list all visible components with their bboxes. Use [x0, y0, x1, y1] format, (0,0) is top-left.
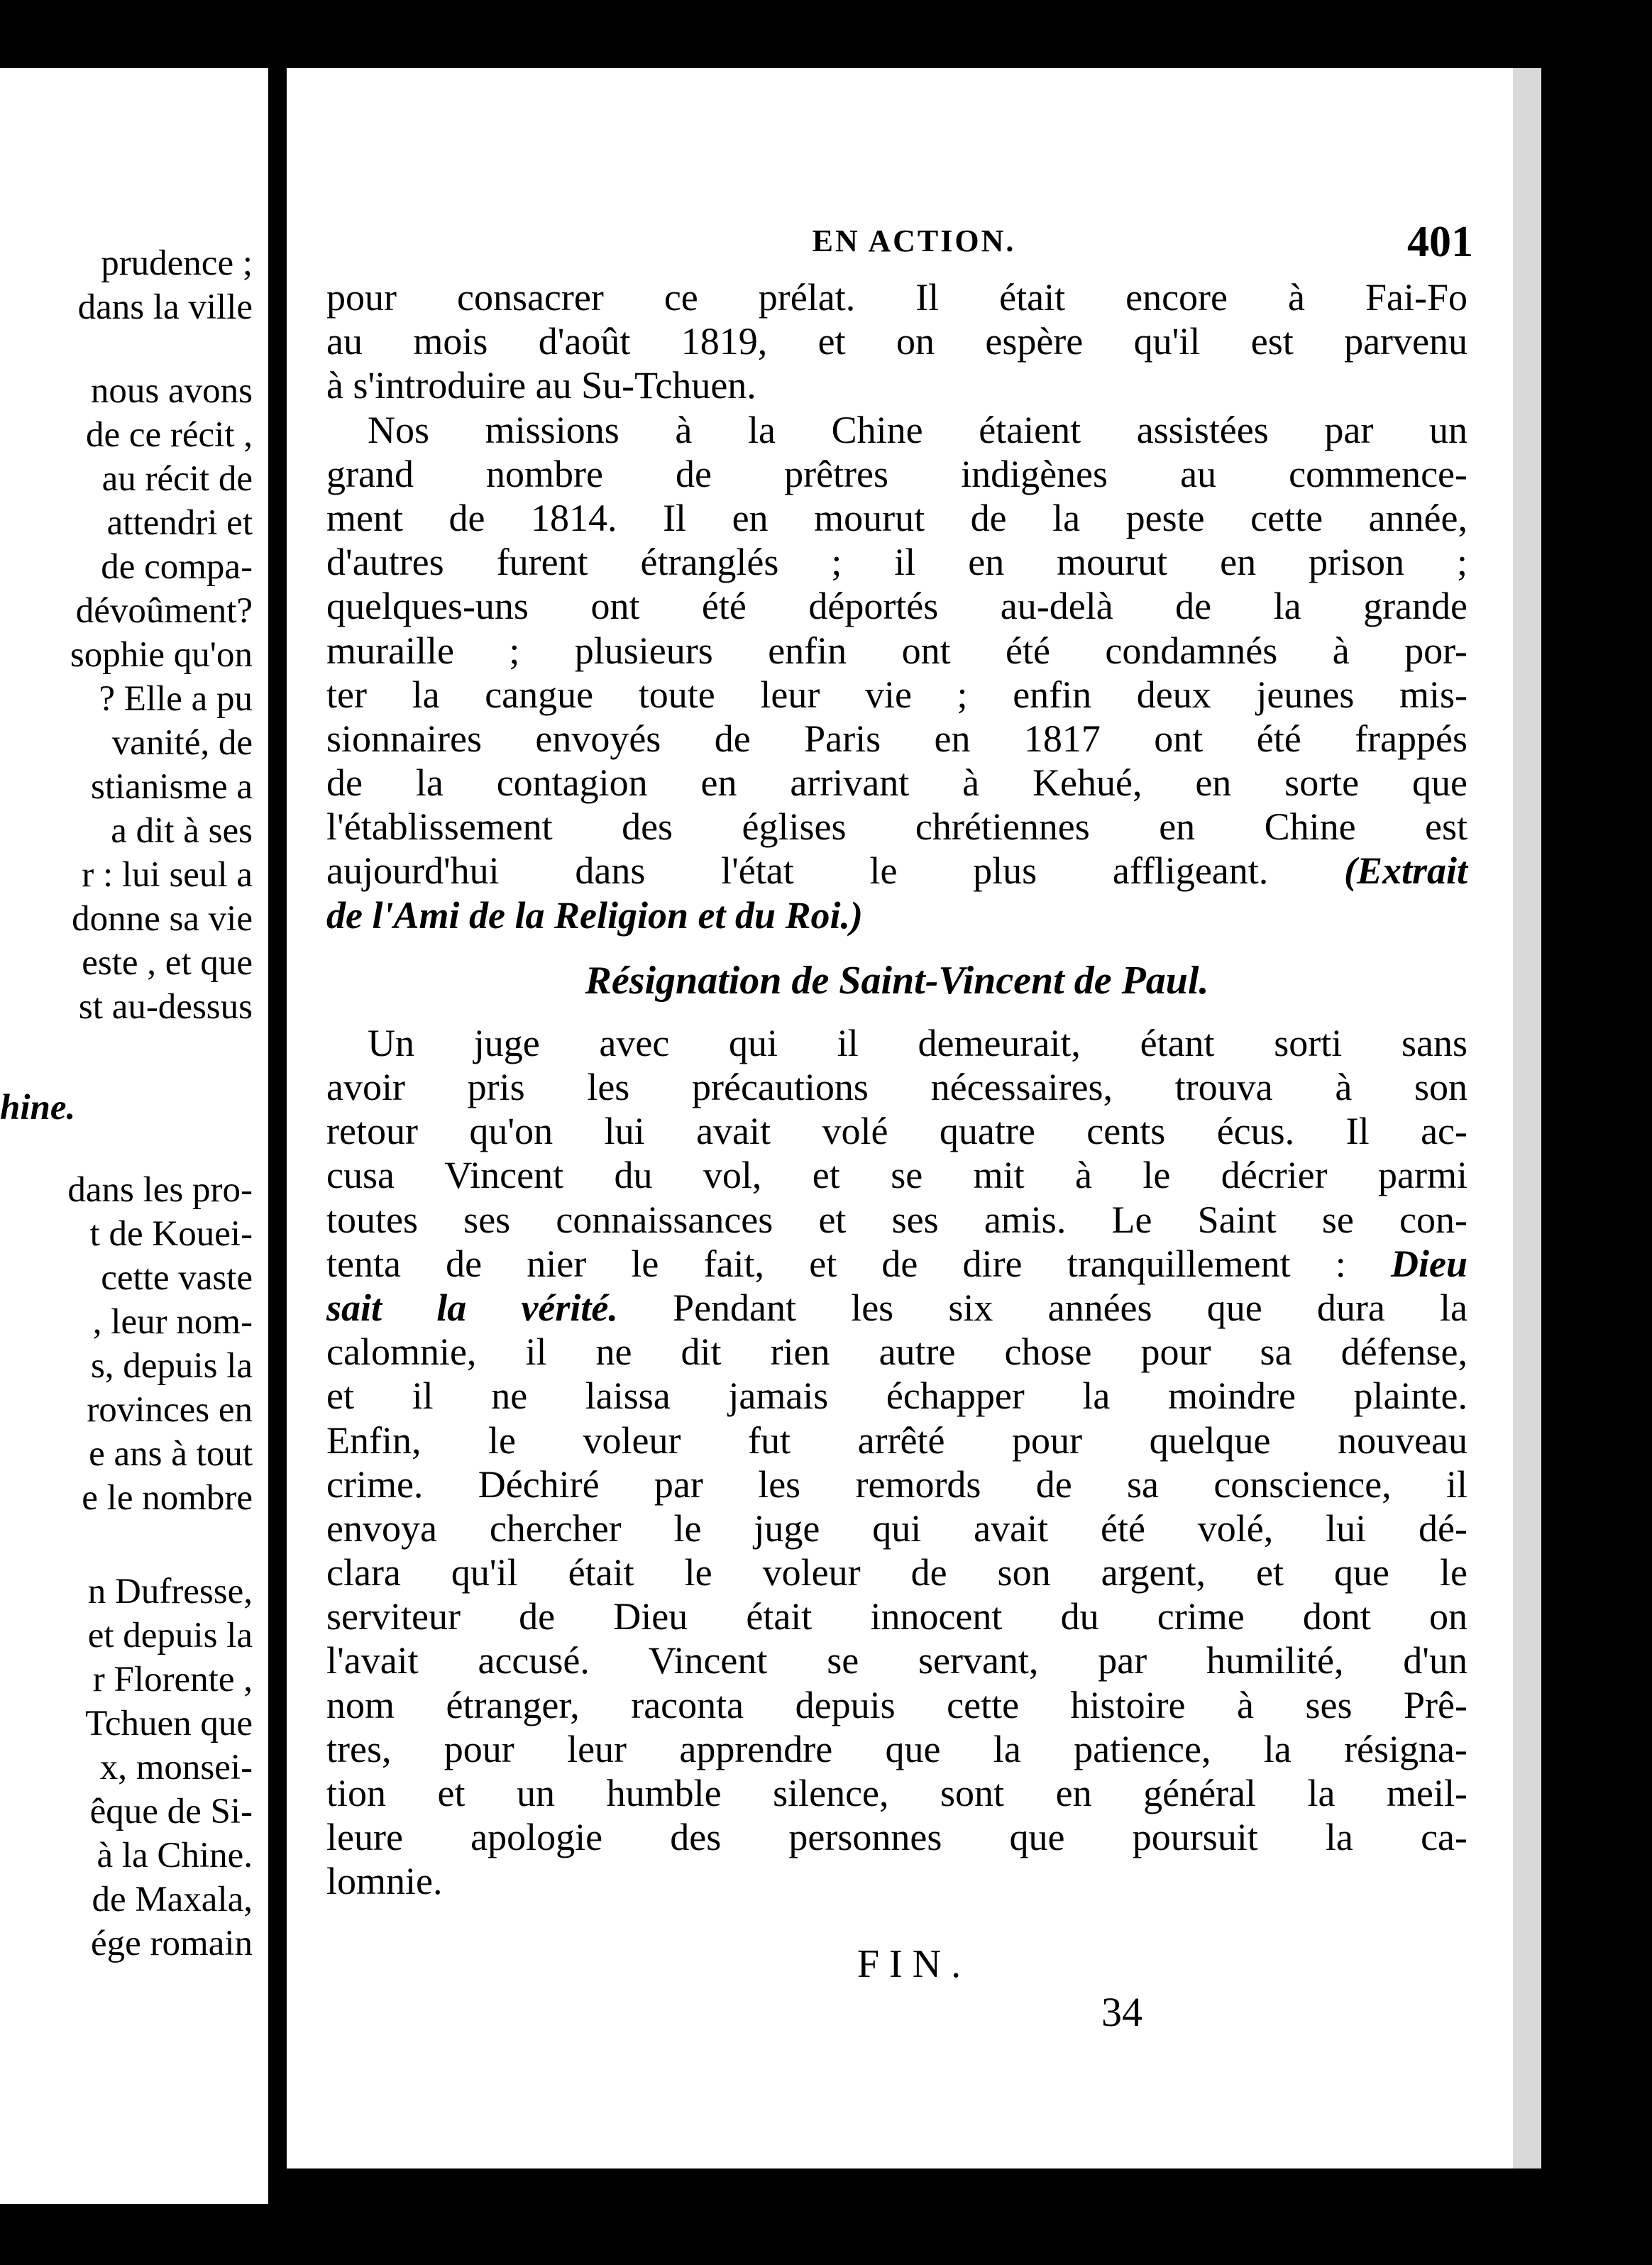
- text-line: toutes ses connaissances et ses amis. Le Saint se con-: [326, 1198, 1467, 1241]
- quote: sait la vérité.: [326, 1286, 618, 1329]
- left-line: r : lui seul a: [82, 855, 253, 895]
- quote: Dieu: [1391, 1242, 1468, 1285]
- fin-mark: FIN.: [857, 1942, 971, 1986]
- left-line: de Maxala,: [92, 1880, 253, 1919]
- text-line: grand nombre de prêtres indigènes au commence-: [326, 452, 1467, 495]
- text-line: leure apologie des personnes que poursuit la ca-: [326, 1816, 1467, 1859]
- left-line: e ans à tout: [89, 1434, 253, 1474]
- text-line: Un juge avec qui il demeurait, étant sorti sans: [368, 1021, 1467, 1064]
- left-line: attendri et: [106, 503, 253, 543]
- text-line: de la contagion en arrivant à Kehué, en sorte que: [326, 761, 1467, 805]
- left-line: ége romain: [91, 1924, 253, 1963]
- text-line: au mois d'août 1819, et on espère qu'il est parvenu: [326, 320, 1467, 363]
- running-head: [287, 218, 1541, 272]
- left-line: dévoûment?: [75, 591, 253, 631]
- text-line: [326, 1286, 1467, 1330]
- text-line: lomnie.: [326, 1860, 443, 1903]
- text-line: serviteur de Dieu était innocent du crime dont on: [326, 1595, 1467, 1638]
- left-page: [0, 68, 268, 2204]
- text-line: d'autres furent étranglés ; il en mourut en prison ;: [326, 541, 1467, 584]
- left-line: rovinces en: [87, 1390, 253, 1430]
- left-line: , leur nom-: [92, 1302, 253, 1342]
- left-line: a dit à ses: [111, 811, 253, 851]
- left-line: et depuis la: [87, 1616, 253, 1655]
- left-line: x, monsei-: [99, 1748, 253, 1787]
- text-line: tion et un humble silence, sont en général la meil-: [326, 1772, 1467, 1814]
- text-line: envoya chercher le juge qui avait été volé, lui dé-: [326, 1506, 1467, 1550]
- left-line: r Florente ,: [92, 1660, 253, 1699]
- text-line: l'avait accusé. Vincent se servant, par humilité, d'un: [326, 1639, 1467, 1682]
- text-line: [326, 849, 1467, 893]
- text-line: Enfin, le voleur fut arrêté pour quelque nouveau: [326, 1418, 1467, 1462]
- text-line: Nos missions à la Chine étaient assistées par un: [368, 408, 1467, 451]
- text-line: à s'introduire au Su-Tchuen.: [326, 364, 756, 407]
- text-fragment: Pendant les six années que dura la: [673, 1286, 1468, 1329]
- left-line: dans les pro-: [67, 1170, 253, 1210]
- left-line: de ce récit ,: [85, 415, 253, 455]
- text-line: l'établissement des églises chrétiennes en Chine est: [326, 805, 1467, 849]
- left-line: prudence ;: [101, 243, 253, 283]
- text-line: cusa Vincent du vol, et se mit à le décrier parmi: [326, 1154, 1467, 1197]
- left-line: à la Chine.: [97, 1836, 253, 1875]
- running-title: EN ACTION.: [812, 224, 1016, 258]
- text-line: nom étranger, raconta depuis cette histoire à ses Prê-: [326, 1683, 1467, 1726]
- left-line: de compa-: [101, 547, 253, 587]
- citation: (Extrait: [1343, 849, 1468, 893]
- text-line: muraille ; plusieurs enfin ont été condamnés à por-: [326, 629, 1467, 672]
- left-line: e le nombre: [82, 1478, 253, 1518]
- left-line: este , et que: [82, 943, 253, 983]
- left-line: nous avons: [90, 371, 253, 411]
- text-line: pour consacrer ce prélat. Il était encore à Fai-Fo: [326, 276, 1467, 319]
- left-line: Tchuen que: [85, 1704, 253, 1743]
- left-line: donne sa vie: [72, 899, 253, 939]
- left-line: dans la ville: [77, 287, 253, 327]
- left-line: sophie qu'on: [70, 635, 253, 675]
- left-line: êque de Si-: [89, 1792, 253, 1831]
- left-heading: hine.: [0, 1088, 76, 1128]
- body-text: [326, 275, 1467, 1904]
- page-number: 401: [1407, 218, 1473, 266]
- text-line: sionnaires envoyés de Paris en 1817 ont été frappés: [326, 717, 1467, 760]
- citation: de l'Ami de la Religion et du Roi.): [326, 893, 863, 937]
- left-line: au récit de: [101, 459, 253, 499]
- text-line: et il ne laissa jamais échapper la moindre plainte.: [326, 1374, 1467, 1418]
- signature-mark: 34: [1101, 1989, 1142, 2035]
- text-fragment: tenta de nier le fait, et de dire tranquillement :: [326, 1242, 1346, 1285]
- text-line: crime. Déchiré par les remords de sa conscience, il: [326, 1462, 1467, 1506]
- left-line: s, depuis la: [90, 1346, 253, 1386]
- left-line: st au-dessus: [78, 987, 253, 1027]
- text-line: clara qu'il était le voleur de son argent, et que le: [326, 1551, 1467, 1594]
- text-line: [326, 1242, 1467, 1286]
- section-title: Résignation de Saint-Vincent de Paul.: [585, 958, 1209, 1003]
- text-line: ter la cangue toute leur vie ; enfin deux jeunes mis-: [326, 673, 1467, 716]
- left-line: n Dufresse,: [87, 1572, 253, 1611]
- text-line: retour qu'on lui avait volé quatre cents écus. Il ac-: [326, 1110, 1467, 1153]
- left-line: cette vaste: [101, 1258, 253, 1298]
- right-page: [287, 68, 1541, 2168]
- left-line: vanité, de: [111, 723, 253, 763]
- text-line: tres, pour leur apprendre que la patience, la résigna-: [326, 1727, 1467, 1770]
- text-line: ment de 1814. Il en mourut de la peste cette année,: [326, 496, 1467, 539]
- text-fragment: aujourd'hui dans l'état le plus affligeant.: [326, 849, 1269, 893]
- left-line: stianisme a: [90, 767, 253, 807]
- text-line: avoir pris les précautions nécessaires, trouva à son: [326, 1066, 1467, 1108]
- text-line: calomnie, il ne dit rien autre chose pour sa défense,: [326, 1330, 1467, 1374]
- page-edge-shadow: [1513, 68, 1541, 2168]
- left-line: t de Kouei-: [89, 1214, 253, 1254]
- text-line: quelques-uns ont été déportés au-delà de la grande: [326, 585, 1467, 628]
- left-line: ? Elle a pu: [99, 679, 253, 719]
